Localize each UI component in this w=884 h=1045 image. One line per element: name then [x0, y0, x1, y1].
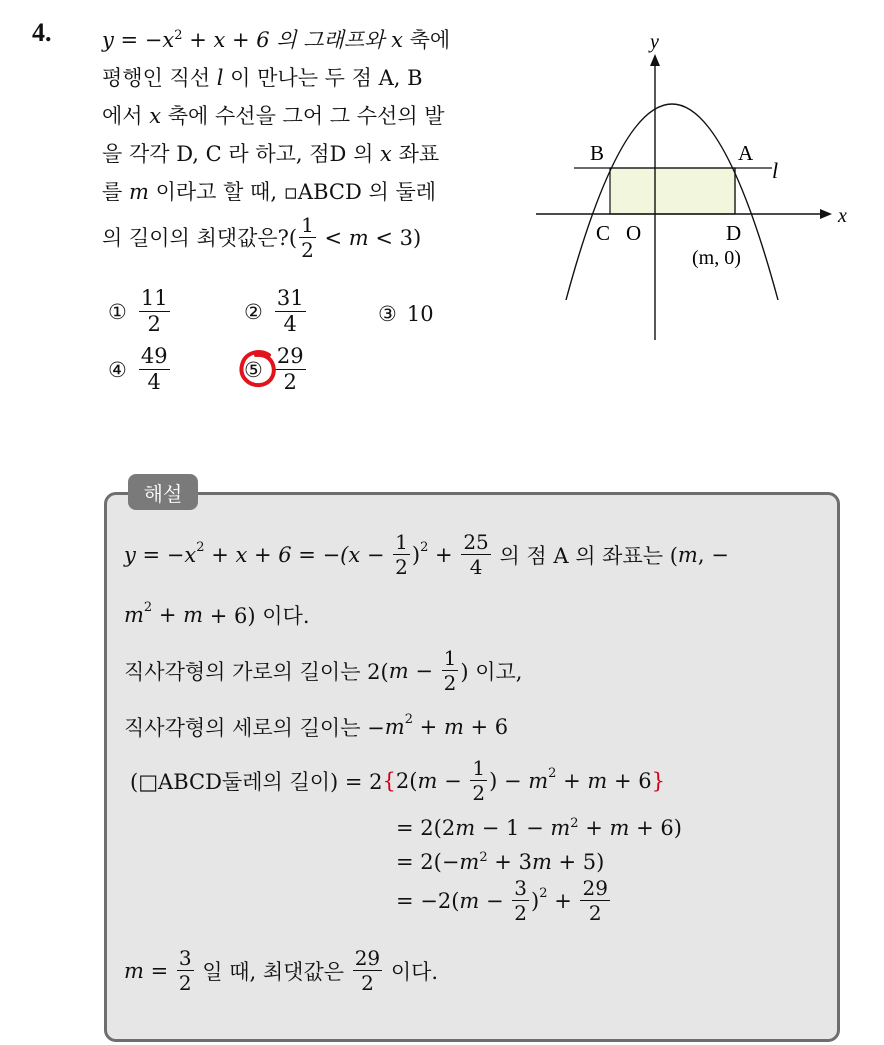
choice-5[interactable]: ⑤ $\frac{29}{2}$ [244, 346, 308, 393]
question-line-5: 를 m 이라고 할 때, ▫ABCD 의 둘레 [102, 180, 437, 204]
choice-4[interactable]: ④ $\frac{49}{4}$ [108, 344, 168, 394]
solution-line-1: y = −x $^2$ + x + 6 = −(x − $\frac{1}{2}$ ) $^2$ + $\frac{25}{4}$ 의 점 A 의 좌표는 ( m , − [124, 530, 729, 579]
question-line-4: 을 각각 D, C 라 하고, 점D 의 x 좌표 [102, 142, 440, 166]
solution-line-9: m = $\frac{3}{2}$ 일 때, 최댓값은 $\frac{29}{2}$ 이다. [124, 946, 439, 995]
question-line-2: 평행인 직선 l 이 만나는 두 점 A, B [102, 66, 423, 90]
fraction-one-half: $\frac{1}{2}$ [301, 213, 314, 262]
choice-1[interactable]: ① $\frac{11}{2}$ [108, 286, 168, 336]
point-b-label: B [590, 141, 605, 165]
point-c-label: C [596, 221, 611, 245]
question-line-3: 에서 x 축에 수선을 그어 그 수선의 발 [102, 104, 445, 128]
point-a-label: A [738, 141, 754, 165]
question-line-1: $y = -x^2 + x + 6$ 의 그래프와 x 축에 [102, 28, 451, 52]
question-line-6: 의 길이의 최댓값은?( $\frac{1}{2}$ < m < 3) [102, 213, 422, 262]
point-d-label: D [726, 221, 742, 245]
solution-line-2: m $^2$ + m + 6) 이다. [124, 600, 310, 628]
rectangle-abcd [610, 168, 735, 214]
solution-tag: 해설 [128, 474, 198, 510]
choice-2[interactable]: ② $\frac{31}{4}$ [244, 286, 304, 336]
point-d-coordinate: (m, 0) [692, 247, 741, 269]
line-label: l [772, 158, 779, 183]
solution-line-5: (□ABCD둘레의 길이) = 2 { 2( m − $\frac{1}{2}$ ) − m $^2$ + m + 6 } [130, 756, 665, 805]
x-axis-label: x [838, 205, 847, 227]
solution-line-3: 직사각형의 가로의 길이는 2( m − $\frac{1}{2}$ ) 이고, [124, 646, 523, 695]
question-text [102, 17, 522, 260]
y-axis-label: y [650, 31, 659, 53]
y-axis-arrow-icon [650, 54, 660, 66]
solution-line-4: 직사각형의 세로의 길이는 − m $^2$ + m + 6 [124, 712, 509, 740]
parabola-graph [530, 28, 860, 348]
question-number: 4. [32, 18, 52, 47]
solution-line-6: = 2(2 m − 1 − m $^2$ + m + 6) [396, 816, 682, 840]
answer-circle-icon [236, 347, 280, 391]
origin-label: O [626, 221, 642, 245]
choice-3[interactable]: ③ 10 [378, 302, 434, 326]
solution-line-7: = 2(− m $^2$ + 3 m + 5) [396, 850, 605, 874]
x-axis-arrow-icon [820, 209, 832, 219]
solution-line-8: = −2( m − $\frac{3}{2}$ ) $^2$ + $\frac{29}{2}$ [396, 876, 608, 925]
